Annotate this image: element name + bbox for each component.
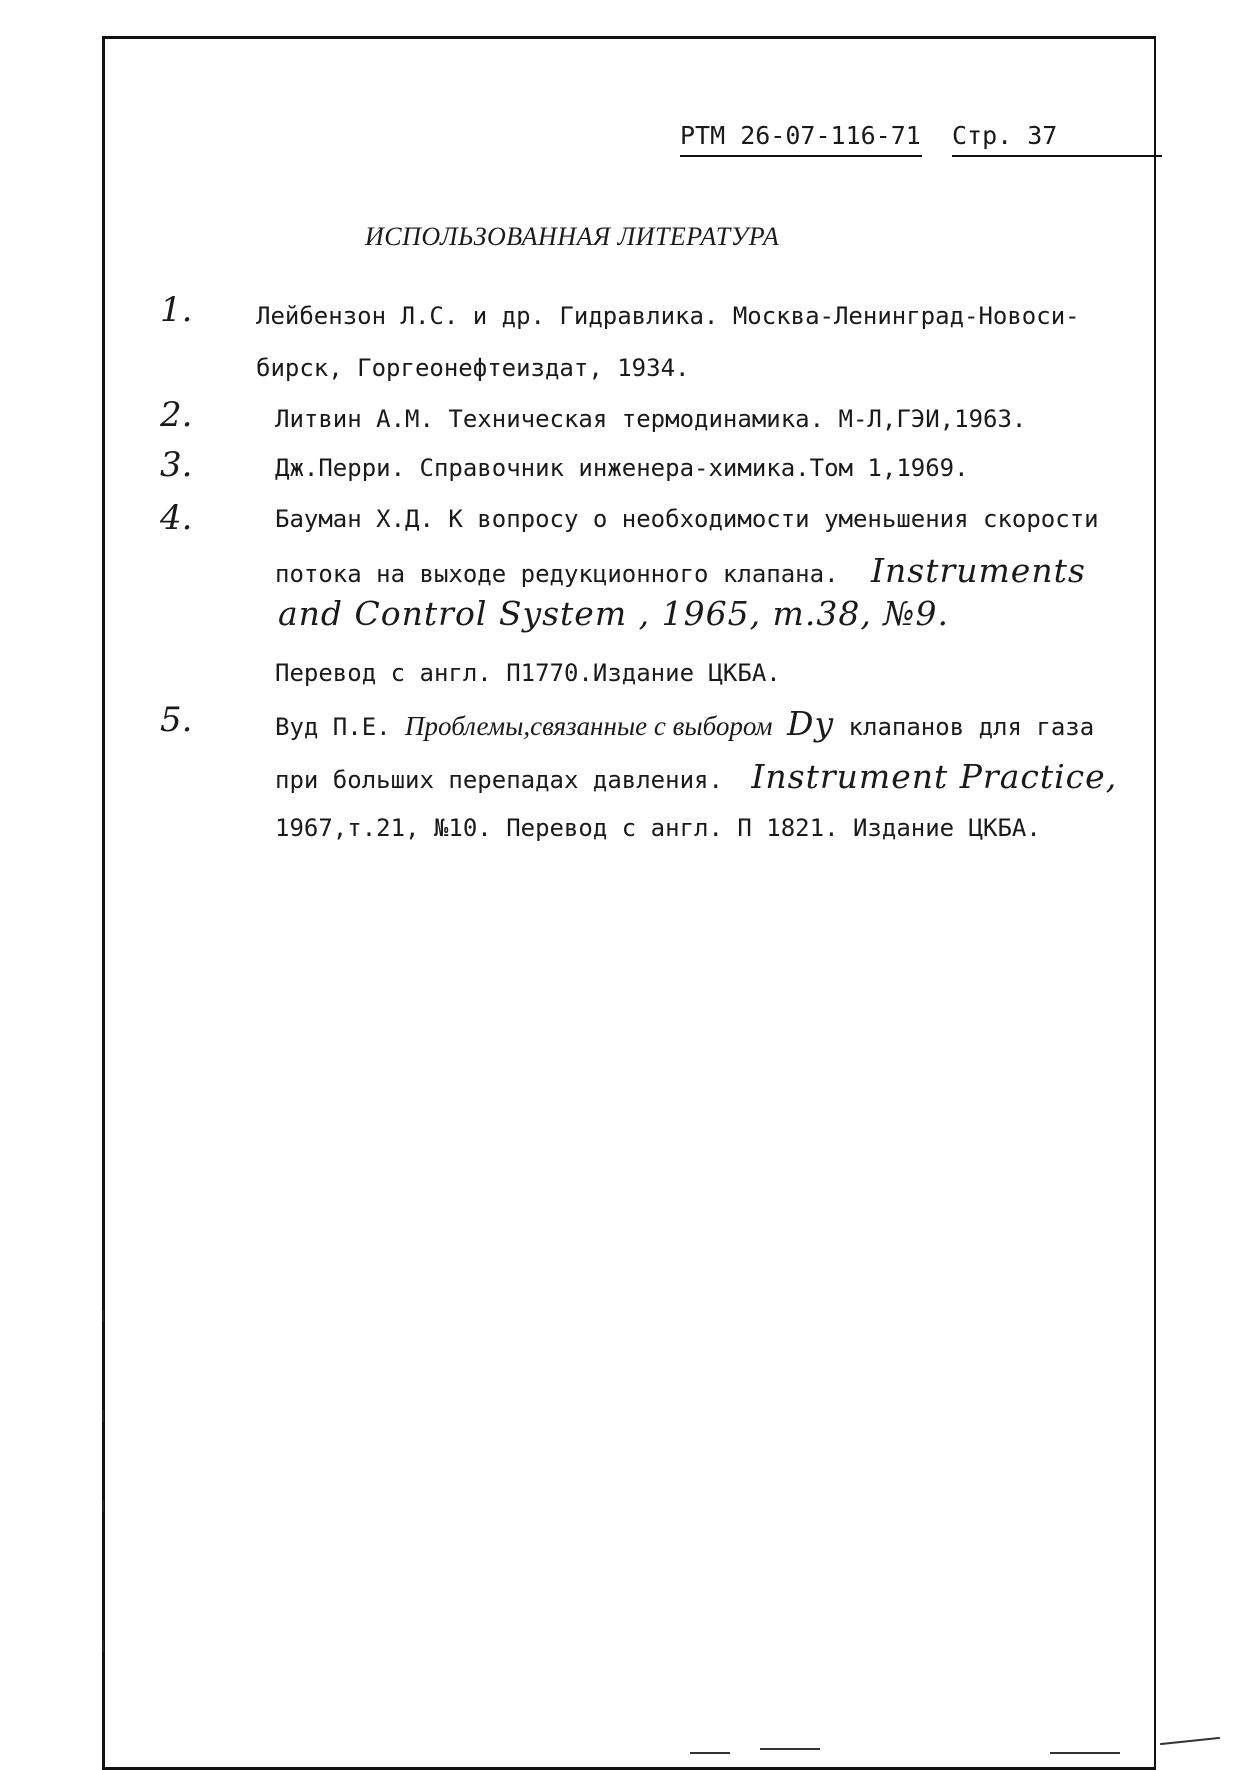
reference-1-line-1: Лейбензон Л.С. и др. Гидравлика. Москва-Ленинград-Новоси- <box>256 302 1080 330</box>
page-frame <box>102 36 1156 1770</box>
reference-5-journal-handwritten: Instrument Practice, <box>751 757 1118 796</box>
document-code: РТМ 26-07-116-71 <box>680 120 922 157</box>
scan-mark <box>102 1640 104 1652</box>
reference-5-line-2-typed: при больших перепадах давления. <box>275 766 723 794</box>
reference-5-dy-handwritten: Dy <box>786 704 835 743</box>
reference-4-journal-details-handwritten: and Control System , 1965, т.38, №9. <box>278 594 950 633</box>
reference-number: 3. <box>160 445 193 485</box>
reference-number: 5. <box>160 700 193 740</box>
reference-5-line-2 <box>275 757 1118 796</box>
reference-number: 4. <box>160 498 193 538</box>
reference-5-author: Вуд П.Е. <box>275 713 391 741</box>
scan-smudge <box>1160 1737 1220 1745</box>
reference-4-line-2 <box>275 551 1086 590</box>
reference-5-line-3: 1967,т.21, №10. Перевод с англ. П 1821. Издание ЦКБА. <box>275 814 1041 842</box>
page-number: Стр. 37 <box>952 120 1162 157</box>
page-title: ИСПОЛЬЗОВАННАЯ ЛИТЕРАТУРА <box>365 222 780 251</box>
reference-4-line-1: Бауман Х.Д. К вопросу о необходимости уменьшения скорости <box>275 505 1099 533</box>
reference-4-journal-handwritten: Instruments <box>870 551 1086 590</box>
reference-number: 2. <box>160 395 193 435</box>
reference-5-line-1 <box>275 704 1095 743</box>
reference-1-line-2: бирск, Горгеонефтеиздат, 1934. <box>256 354 690 382</box>
reference-5-title-end: клапанов для газа <box>848 713 1095 741</box>
reference-2-line-1: Литвин А.М. Техническая термодинамика. М-Л,ГЭИ,1963. <box>275 405 1027 433</box>
scan-mark <box>102 1500 104 1512</box>
reference-4-line-4: Перевод с англ. П1770.Издание ЦКБА. <box>275 659 781 687</box>
scan-smudge <box>690 1752 730 1754</box>
reference-number: 1. <box>160 290 193 330</box>
reference-3-line-1: Дж.Перри. Справочник инженера-химика.Том 1,1969. <box>275 454 969 482</box>
reference-5-title-start: Проблемы,связанные с выбором <box>405 711 773 741</box>
reference-4-line-2-typed: потока на выходе редукционного клапана. <box>275 560 839 588</box>
scan-mark <box>102 1410 104 1422</box>
scan-mark <box>102 1310 104 1322</box>
scan-smudge <box>760 1748 820 1750</box>
scan-smudge <box>1050 1752 1120 1754</box>
